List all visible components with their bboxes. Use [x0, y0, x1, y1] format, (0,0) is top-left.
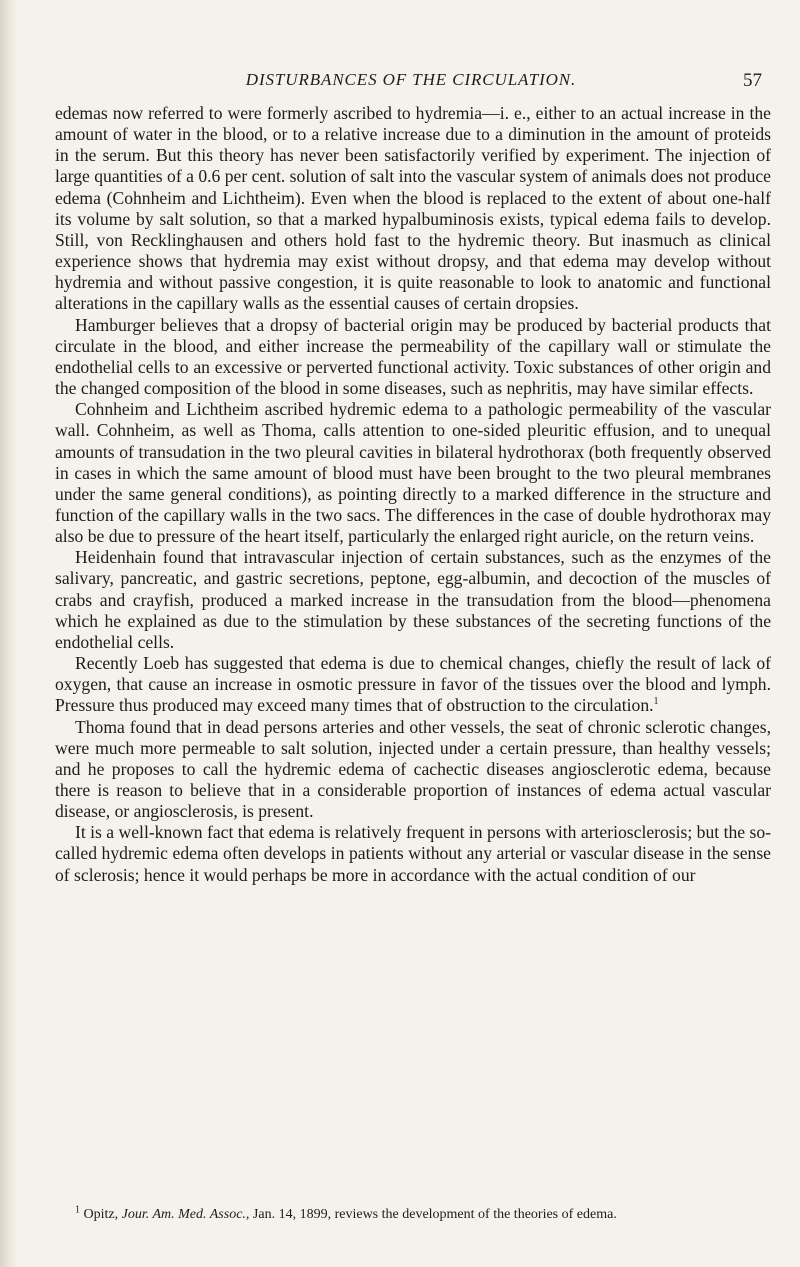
- paragraph: Thoma found that in dead persons arteries and other vessels, the seat of chronic sclerotic changes, were much more permeable to salt solution, injected under a certain pressure, than healthy vessels; and he proposes to call the hydremic edema of cachectic diseases angiosclerotic edema, because there is reason to believe that in a considerable proportion of instances of edema actual vascular disease, or angiosclerosis, is present.: [55, 716, 771, 822]
- running-head: DISTURBANCES OF THE CIRCULATION.: [245, 70, 577, 89]
- paragraph: edemas now referred to were formerly ascribed to hydremia—i. e., either to an actual increase in the amount of water in the blood, or to a relative increase due to a diminution in the amount of proteids in the serum. But this theory has never been satisfactorily verified by experiment. The injection of large quantities of a 0.6 per cent. solution of salt into the vascular system of animals does not produce edema (Cohnheim and Lichtheim). Even when the blood is replaced to the extent of about one-half its volume by salt solution, so that a marked hypalbuminosis exists, typical edema fails to develop. Still, von Recklinghausen and others hold fast to the hydremic theory. But inasmuch as clinical experience shows that hydremia may exist without dropsy, and that edema may develop without hydremia and without passive congestion, it is quite reasonable to look to anatomic and functional alterations in the capillary walls as the essential causes of certain dropsies.: [55, 103, 771, 314]
- body-text: [55, 103, 771, 886]
- paragraph: Cohnheim and Lichtheim ascribed hydremic edema to a pathologic permeability of the vascular wall. Cohnheim, as well as Thoma, calls attention to one-sided pleuritic effusion, and to unequal amounts of transudation in the two pleural cavities in bilateral hydrothorax (both frequently observed in cases in which the same amount of blood must have been brought to the two pleural membranes under the same general conditions), as pointing directly to a marked difference in the structure and function of the capillary walls in the two sacs. The differences in the case of double hydrothorax may also be due to pressure of the heart itself, particularly the enlarged right auricle, on the return veins.: [55, 399, 771, 547]
- paragraph: Hamburger believes that a dropsy of bacterial origin may be produced by bacterial products that circulate in the blood, and either increase the permeability of the capillary wall or stimulate the endothelial cells to an excessive or perverted functional activity. Toxic substances of other origin and the changed composition of the blood in some diseases, such as nephritis, may have similar effects.: [55, 314, 771, 399]
- footnote-author: Opitz,: [83, 1207, 119, 1222]
- page-gutter-shadow: [0, 0, 18, 1267]
- page-header: [60, 70, 762, 96]
- paragraph: It is a well-known fact that edema is relatively frequent in persons with arteriosclerosis; but the so-called hydremic edema often develops in patients without any arterial or vascular disease in the sense of sclerosis; hence it would perhaps be more in accordance with the actual condition of our: [55, 822, 771, 885]
- footnote-journal: Jour. Am. Med. Assoc.: [121, 1207, 246, 1222]
- paragraph-text: Recently Loeb has suggested that edema is due to chemical changes, chiefly the result of lack of oxygen, that cause an increase in osmotic pressure in favor of the tissues over the blood and lymph. Pressure thus produced may exceed many times that of obstruction to the circulation.: [55, 653, 771, 716]
- paragraph: Heidenhain found that intravascular injection of certain substances, such as the enzymes of the salivary, pancreatic, and gastric secretions, peptone, egg-albumin, and decoction of the muscles of crabs and crayfish, produced a marked increase in the transudation from the blood—phenomena which he explained as due to the stimulation by these substances of the secreting functions of the endothelial cells.: [55, 547, 771, 652]
- paragraph-with-note: [55, 653, 771, 716]
- footnote: [55, 1206, 771, 1223]
- page-number: 57: [743, 70, 762, 91]
- footnote-reference: 1: [653, 696, 659, 708]
- footnote-marker: 1: [75, 1204, 80, 1216]
- footnote-text: , Jan. 14, 1899, reviews the development of the theories of edema.: [245, 1207, 617, 1222]
